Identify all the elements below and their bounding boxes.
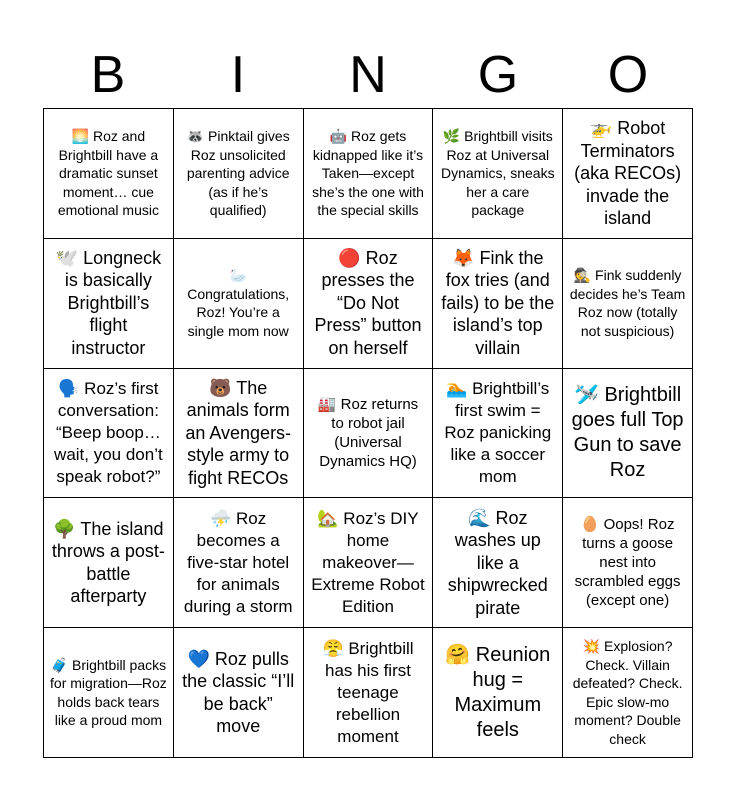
cell-text: 😤 Brightbill has his first teenage rebellion moment	[322, 638, 414, 746]
header-letter-o: O	[607, 46, 649, 104]
bingo-cell[interactable]	[563, 498, 693, 628]
cell-text: 🐻 The animals form an Avengers-style army to fight RECOs	[185, 377, 292, 488]
bingo-cell[interactable]	[433, 628, 563, 758]
cell-text: 🦝 Pinktail gives Roz unsolicited parenting advice (as if he’s qualified)	[186, 128, 290, 219]
cell-text: 🌿 Brightbill visits Roz at Universal Dynamics, sneaks her a care package	[440, 128, 555, 219]
bingo-cell[interactable]	[304, 239, 434, 369]
bingo-cell[interactable]	[433, 369, 563, 499]
cell-text: 🦊 Fink the fox tries (and fails) to be the island’s top villain	[441, 247, 555, 358]
cell-text: 🛩️ Brightbill goes full Top Gun to save Roz	[571, 383, 684, 481]
cell-text: 🤗 Reunion hug = Maximum feels	[445, 643, 551, 741]
cell-text: 🌅 Roz and Brightbill have a dramatic sunset moment… cue emotional music	[57, 128, 159, 219]
bingo-cell[interactable]	[563, 628, 693, 758]
cell-text: 🤖 Roz gets kidnapped like it’s Taken—except she’s the one with the special skills	[312, 128, 424, 219]
bingo-cell[interactable]	[304, 498, 434, 628]
header-letter-i: I	[230, 46, 246, 104]
bingo-cell[interactable]	[304, 109, 434, 239]
cell-text: 🌳 The island throws a post-battle afterparty	[51, 518, 165, 607]
bingo-cell[interactable]	[174, 628, 304, 758]
cell-text: 🔴 Roz presses the “Do Not Press” button on herself	[314, 247, 422, 358]
header-letter-g: G	[477, 46, 519, 104]
bingo-header	[43, 42, 693, 108]
bingo-cell[interactable]	[174, 239, 304, 369]
cell-text: 🌊 Roz washes up like a shipwrecked pirate	[447, 507, 548, 618]
cell-text: 🗣️ Roz’s first conversation: “Beep boop… wait, you don’t speak robot?”	[54, 378, 163, 486]
bingo-cell[interactable]	[433, 239, 563, 369]
bingo-grid	[43, 108, 693, 758]
bingo-cell[interactable]	[563, 369, 693, 499]
bingo-cell[interactable]	[304, 369, 434, 499]
bingo-cell[interactable]	[44, 498, 174, 628]
cell-text: 🥚 Oops! Roz turns a goose nest into scrambled eggs (except one)	[574, 516, 681, 610]
cell-text: 🏊 Brightbill’s first swim = Roz panicking like a soccer mom	[444, 378, 552, 486]
bingo-cell[interactable]	[44, 239, 174, 369]
cell-text: 🏭 Roz returns to robot jail (Universal Dynamics HQ)	[317, 395, 419, 470]
cell-text: 🦢 Congratulations, Roz! You’re a single mom now	[187, 267, 290, 339]
cell-text: 🧳 Brightbill packs for migration—Roz holds back tears like a proud mom	[50, 656, 167, 729]
cell-text: 🏡 Roz’s DIY home makeover—Extreme Robot Edition	[311, 508, 425, 616]
bingo-cell[interactable]	[44, 109, 174, 239]
bingo-cell[interactable]	[174, 369, 304, 499]
cell-text: 🕊️ Longneck is basically Brightbill’s flight instructor	[55, 247, 162, 358]
bingo-cell[interactable]	[44, 628, 174, 758]
bingo-cell[interactable]	[304, 628, 434, 758]
bingo-cell[interactable]	[174, 109, 304, 239]
bingo-cell[interactable]	[563, 239, 693, 369]
cell-text: 🚁 Robot Terminators (aka RECOs) invade the island	[574, 118, 682, 229]
bingo-cell[interactable]	[174, 498, 304, 628]
cell-text: ⛈️ Roz becomes a five-star hotel for animals during a storm	[183, 508, 293, 616]
header-letter-b: B	[90, 46, 126, 104]
bingo-cell[interactable]	[44, 369, 174, 499]
cell-text: 💙 Roz pulls the classic “I’ll be back” move	[182, 648, 295, 737]
cell-text: 🕵️ Fink suddenly decides he’s Team Roz now (totally not suspicious)	[569, 267, 686, 339]
cell-text: 💥 Explosion? Check. Villain defeated? Check. Epic slow-mo moment? Double check	[572, 638, 683, 747]
bingo-cell[interactable]	[433, 498, 563, 628]
bingo-cell[interactable]	[433, 109, 563, 239]
bingo-cell[interactable]	[563, 109, 693, 239]
header-letter-n: N	[349, 46, 387, 104]
